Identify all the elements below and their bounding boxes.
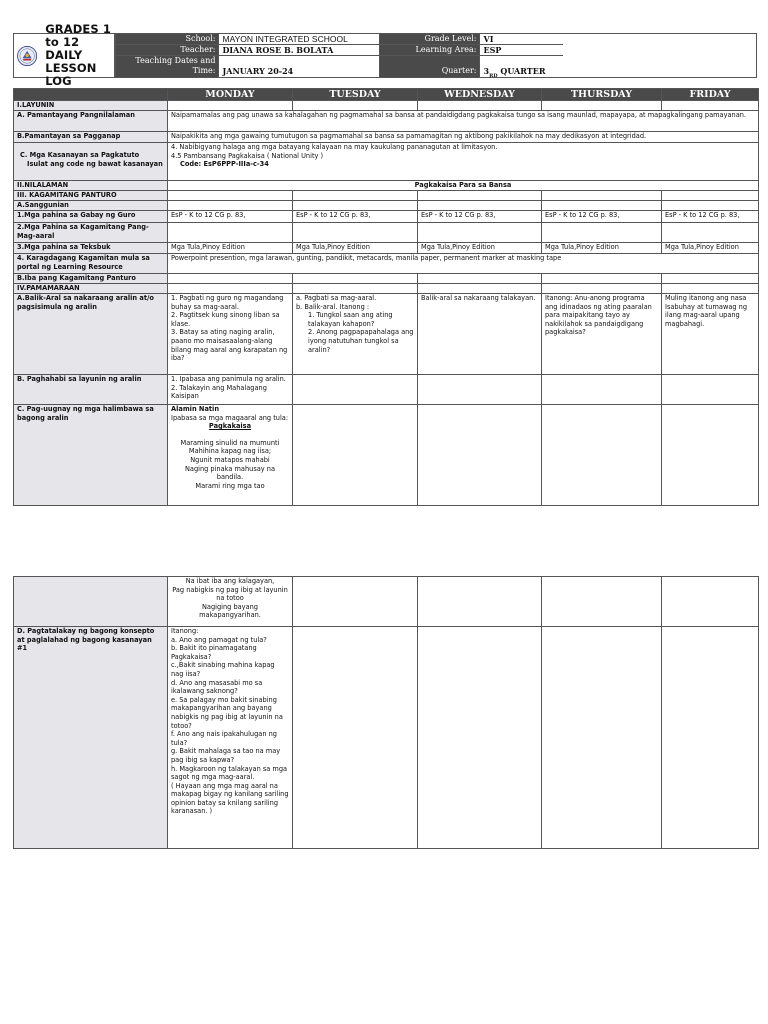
kagamitang-pang-label: 2.Mga Pahina sa Kagamitang Pang-Mag-aaral [14,223,168,243]
paguugnay-label: C. Pag-uugnay ng mga halimbawa sa bagong aralin [14,405,168,506]
spacer [563,56,759,77]
dates-label [115,56,218,77]
table-row [14,274,759,284]
teksbuk-label: 3.Mga pahina sa Teksbuk [14,243,168,254]
balik-tuesday [293,294,418,375]
table-row [14,191,759,201]
teacher-value: DIANA ROSE B. BOLATA [218,45,379,56]
tula-title: Pagkakaisa [208,422,252,431]
kasanayan-label-2: Isulat ang code ng bawat kasanayan [27,159,163,168]
balik-tue-line-3: 1. Tungkol saan ang ating talakayan kahapon? [308,311,393,328]
spacer [563,34,759,45]
sanggunian-label: A.Sanggunian [14,201,168,211]
dates-text: JANUARY 20-24 [222,66,294,76]
table-row [14,627,759,849]
pagganap-label: B.Pamantayan sa Pagganap [14,132,168,143]
brand-title [45,23,114,88]
pamantayang-label: A. Pamantayang Pangnilalaman [14,111,168,132]
continued-label [14,577,168,627]
table-row [14,294,759,375]
quarter-word: QUARTER [500,66,546,76]
title-line-2: DAILY LESSON LOG [45,48,97,88]
pagtatalakay-label: D. Pagtatalakay ng bagong konsepto at paglalahad ng bagong kasanayan #1 [14,627,168,849]
area-value: ESP [479,45,563,56]
lesson-table-page-1 [13,88,759,506]
karagdagang-label: 4. Karagdagang Kagamitan mula sa portal ng Learning Resource [14,254,168,274]
day-monday: MONDAY [168,89,293,101]
layunin-label: I.LAYUNIN [14,101,168,111]
nilalaman-label: II.NILALAMAN [14,181,168,191]
gabay-friday: EsP - K to 12 CG p. 83, [662,211,759,223]
day-tuesday: TUESDAY [293,89,418,101]
deped-seal-icon [17,38,37,74]
gabay-monday: EsP - K to 12 CG p. 83, [168,211,293,223]
pamamaraan-label: IV.PAMAMARAAN [14,284,168,294]
kagamitan-label: III. KAGAMITANG PANTURO [14,191,168,201]
quarter-number: 3 [483,66,490,76]
table-row [14,254,759,274]
gabay-label: 1.Mga pahina sa Gabay ng Guro [14,211,168,223]
paghahabi-label: B. Paghahabi sa layunin ng aralin [14,375,168,405]
tula-stanza-2: Na ibat iba ang kalagayan, Pag nabigkis ng pag ibig at layunin na totoo Nagiging bayang makapangyarihan. [168,577,293,627]
balik-friday: Muling itanong ang nasa Isabuhay at tumawag ng ilang mag-aaral upang magbahagi. [662,294,759,375]
kasanayan-code: Code: EsP6PPP-IIIa-c-34 [180,160,269,169]
school-label: School: [115,34,218,45]
gabay-wednesday: EsP - K to 12 CG p. 83, [418,211,542,223]
brand-block [14,22,115,88]
pamantayang-value: Naipamamalas ang pag unawa sa kahalagahan ng pagmamahal sa bansa at pandaidigdang pagkakaisa tungo sa isang maunlad, mapayapa, at mapagkalingang pamayanan. [168,111,759,132]
lesson-table-page-2 [13,576,759,849]
table-row [14,577,759,627]
teksbuk-wednesday: Mga Tula,Pinoy Edition [418,243,542,254]
kasanayan-label [14,143,168,181]
grade-value: VI [479,34,563,45]
grade-label: Grade Level: [379,34,479,45]
nilalaman-value: Pagkakaisa Para sa Bansa [168,181,759,191]
alamin-heading: Alamin Natin [171,405,220,413]
teksbuk-tuesday: Mga Tula,Pinoy Edition [293,243,418,254]
balik-tue-line-1: a. Pagbati sa mag-aaral. [296,294,377,302]
kasanayan-label-1: C. Mga Kasanayan sa Pagkatuto [20,151,140,159]
day-thursday: THURSDAY [542,89,662,101]
dates-value [218,56,379,77]
day-wednesday: WEDNESDAY [418,89,542,101]
table-row [14,223,759,243]
teksbuk-monday: Mga Tula,Pinoy Edition [168,243,293,254]
table-row [14,181,759,191]
teksbuk-thursday: Mga Tula,Pinoy Edition [542,243,662,254]
school-value: MAYON INTEGRATED SCHOOL [218,34,379,45]
balik-label: A.Balik-Aral sa nakaraang aralin at/o pagsisimula ng aralin [14,294,168,375]
paguugnay-monday [168,405,293,506]
corner-cell [14,89,168,101]
teksbuk-friday: Mga Tula,Pinoy Edition [662,243,759,254]
dates-label-line-1: Teaching Dates and [135,56,216,65]
pagtatalakay-monday: Itanong: a. Ano ang pamagat ng tula? b. Bakit ito pinamagatang Pagkakaisa? c.,Bakit sinabing mahina kapag nag iisa? d. Ano ang masasabi mo sa ikalawang saknong? e. Sa palagay mo bakit sinabing makapangyarihan ang bayang nabigkis ng pag ibig at layunin na totoo? f. Ano ang nais ipakahulugan ng tula? g. Bakit mahalaga sa tao na may pag ibig sa kapwa? h. Magkaroon ng talakayan sa mga sagot ng mga mag-aaral. ( Hayaan ang mga mag aaral na makapag bigay ng kanilang sariling opinion batay sa knilang sariling karanasan. ) [168,627,293,849]
kasanayan-line-1: 4. Nabibigyang halaga ang mga batayang kalayaan na may kaukulang pananagutan at limitasyon. [171,143,498,151]
karagdagang-value: Powerpoint presention, mga larawan, gunting, pandikit, metacards, manila paper, permanent marker at masking tape [168,254,759,274]
table-row [14,132,759,143]
dates-label-line-2: Time: [192,66,216,75]
ipabasa-text: Ipabasa sa mga magaaral ang tula: [171,413,289,422]
balik-wednesday: Balik-aral sa nakaraang talakayan. [418,294,542,375]
spacer [563,45,759,56]
kasanayan-value [168,143,759,181]
table-row [14,284,759,294]
lesson-log-header [13,22,757,88]
table-row [14,111,759,132]
gabay-thursday: EsP - K to 12 CG p. 83, [542,211,662,223]
area-label: Learning Area: [379,45,479,56]
table-row [14,375,759,405]
balik-tue-line-2: b. Balik-aral. Itanong : [296,302,370,311]
balik-tue-line-4: 2. Anong pagpapapahalaga ang iyong natutuhan tungkol sa aralin? [308,328,414,354]
title-line-1: GRADES 1 to 12 [45,22,111,49]
balik-thursday: Itanong: Anu-anong programa ang idinadaos ng ating paaralan para maipakitang tayo ay nakikilahok sa pandaigdigang pagkakaisa? [542,294,662,375]
paghahabi-monday: 1. Ipabasa ang panimula ng aralin. 2. Talakayin ang Mahalagang Kaisipan [168,375,293,405]
teacher-label: Teacher: [115,45,218,56]
table-row [14,243,759,254]
balik-monday: 1. Pagbati ng guro ng magandang buhay sa mag-aaral. 2. Pagtitsek kung sinong liban sa klase. 3. Batay sa ating naging aralin, paano mo maisasaalang-alang bilang mag aaral ang karapatan ng iba? [168,294,293,375]
kasanayan-line-2: 4.5 Pambansang Pagkakaisa ( National Unity ) [171,151,324,160]
table-row [14,201,759,211]
tula-stanza-1: Maraming sinulid na mumunti Mahihina kapag nag iisa; Ngunit matapos mahabi Naging pinaka mahusay na bandila. Marami ring mga tao [180,438,280,490]
day-header-row [14,89,759,101]
iba-label: B.Iba pang Kagamitang Panturo [14,274,168,284]
table-row [14,101,759,111]
gabay-tuesday: EsP - K to 12 CG p. 83, [293,211,418,223]
table-row [14,143,759,181]
header-info-grid [115,34,759,77]
day-friday: FRIDAY [662,89,759,101]
quarter-value: 3 RD QUARTER [479,56,759,77]
table-row [14,211,759,223]
pagganap-value: Naipakikita ang mga gawaing tumutugon sa pagmamahal sa bansa sa pamamagitan ng aktibong pakikilahok na may dedikasyon at integridad. [168,132,759,143]
table-row [14,405,759,506]
quarter-label [379,56,479,77]
quarter-label-text: Quarter: [441,66,477,75]
